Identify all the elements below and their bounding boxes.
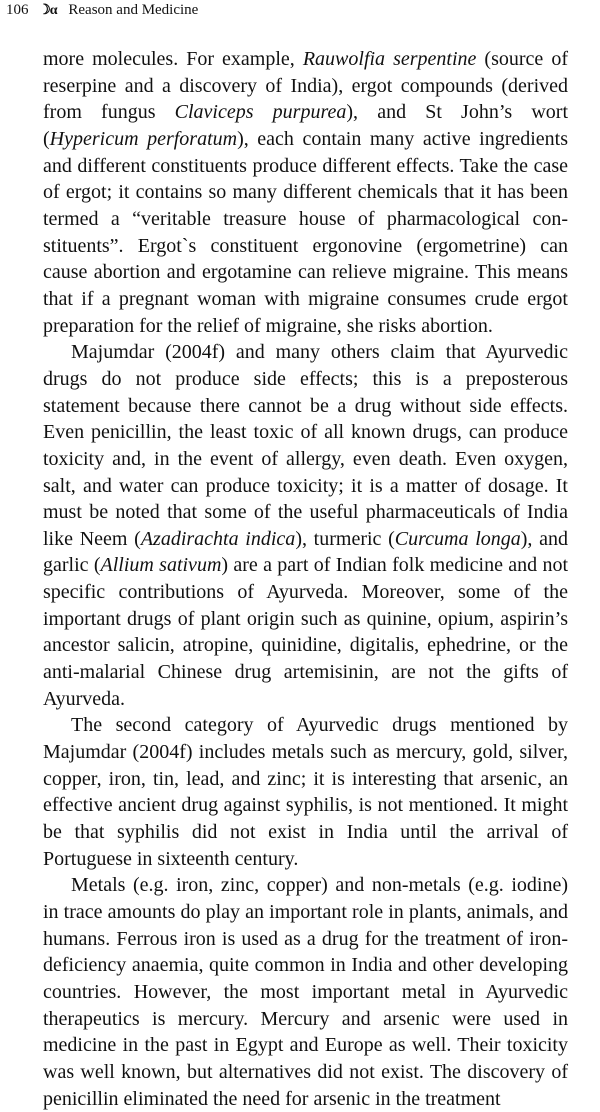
paragraph-4	[43, 872, 568, 1112]
body-text	[43, 46, 568, 1112]
text-run: ), and St John’s wort (	[43, 101, 568, 150]
page-number: 106	[6, 2, 29, 18]
italic-term: Allium sativum	[100, 554, 222, 577]
text-run: Metals (e.g. iron, zinc, copper) and non-metals (e.g. iodine) in trace amounts do play an important role in plants, animals, and humans. Ferrous iron is used as a drug for the treatment of iron-deficiency anaemia, quite common in India and other developing countries. However, the most important metal in Ayurvedic therapeutics is mercury. Mercury and arsenic were used in medicine in the past in Egypt and Europe as well. Their toxicity was well known, but alternatives did not exist. The discovery of penicillin eliminated the need for arsenic in the treatment	[43, 874, 568, 1110]
running-title: Reason and Medicine	[68, 2, 199, 18]
text-run: ), and garlic (	[43, 527, 569, 577]
italic-term: Claviceps purpurea	[174, 101, 347, 124]
text-run: ), turmeric (	[295, 527, 395, 550]
italic-term: Hypericum perforatum	[49, 127, 238, 150]
text-run: ) are a part of Indian folk medicine and not specific contributions of Ayurveda. Moreover, some of the important drugs of plant origin such as quinine, opium, aspirin’s ancestor salicin, atropine, quinidine, digitalis, ephedrine, or the anti-malarial Chinese drug artemisinin, are not the gifts of Ayurveda.	[43, 554, 569, 710]
running-header	[6, 0, 198, 20]
text-run: Majumdar (2004f) and many others claim that Ayurvedic drugs do not produce side effects; this is a preposterous statement because there cannot be a drug without side effects. Even penicillin, the least toxic of all known drugs, can produce toxicity and, in the event of allergy, even death. Even oxygen, salt, and water can produce toxicity; it is a matter of dosage. It must be noted that some of the useful pharmaceuticals of India like Neem (	[43, 341, 568, 550]
italic-term: Curcuma longa	[394, 527, 521, 550]
text-run: more molecules. For example,	[43, 48, 303, 70]
paragraph-3	[43, 712, 568, 872]
text-run: The second category of Ayurvedic drugs mentioned by Majumdar (2004f) includes metals such as mercury, gold, silver, copper, iron, tin, lead, and zinc; it is interesting that arsenic, an effective ancient drug against syphilis, is not mentioned. It might be that syphilis did not exist in India until the arrival of Portuguese in sixteenth century.	[43, 714, 568, 870]
italic-term: Rauwolfia serpentine	[302, 48, 477, 70]
paragraph-1	[43, 46, 568, 339]
italic-term: Azadirachta indica	[140, 527, 296, 550]
ornament-icon: ☽α	[38, 3, 57, 18]
paragraph-2	[43, 339, 568, 712]
text-run: (source of reserpine and a discovery of India), ergot compounds (derived from fungus	[43, 48, 568, 124]
text-run: ), each contain many active ingredients and different constituents produce different effects. Take the case of ergot; it contains so many different chemicals that it has been termed a “veritable treasure house of pharmacological constituents”. Ergot`s constituent ergonovine (ergometrine) can cause abortion and ergotamine can relieve migraine. This means that if a pregnant woman with migraine consumes crude ergot preparation for the relief of migraine, she risks abortion.	[43, 127, 569, 337]
